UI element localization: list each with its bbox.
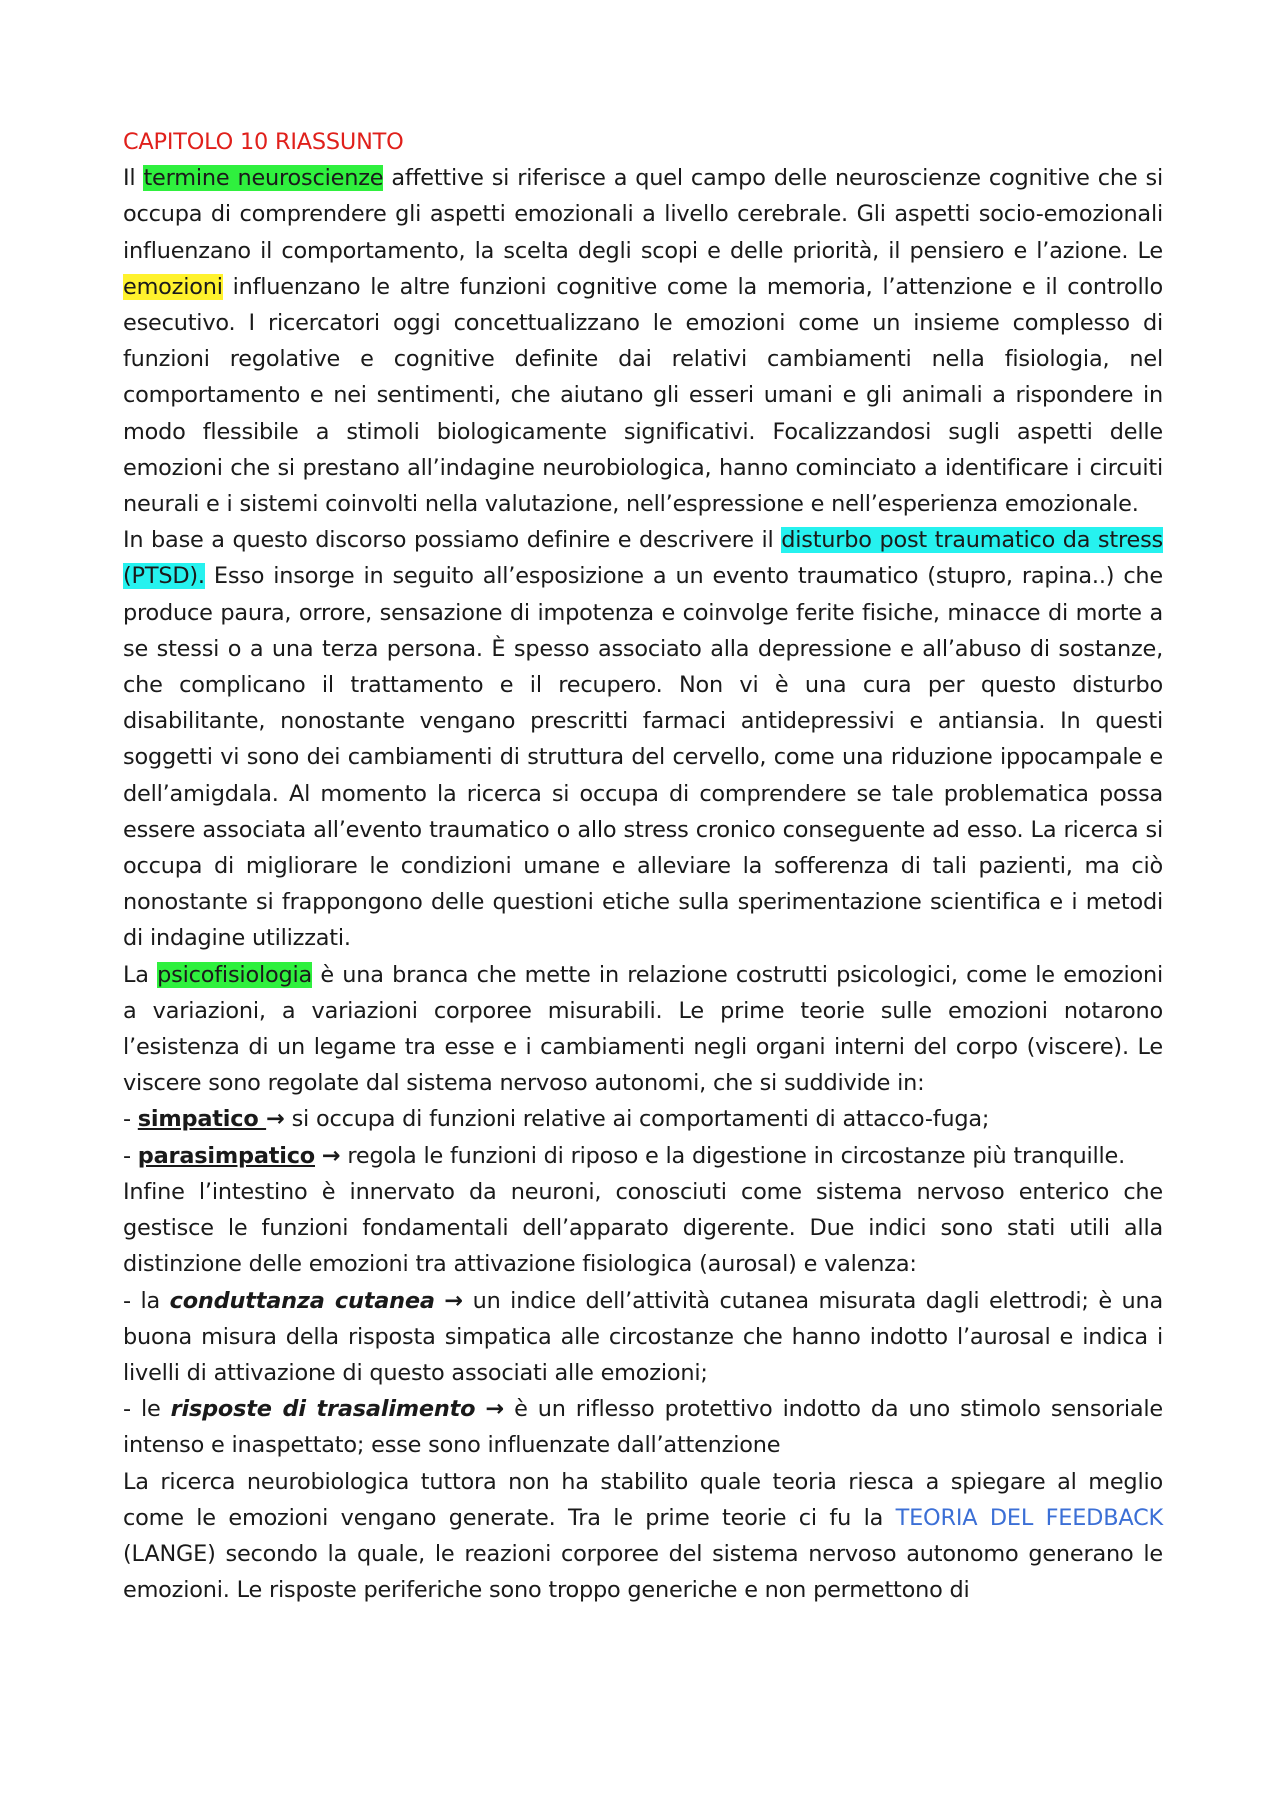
- list1-dash-2: -: [123, 1142, 138, 1169]
- list-item-parasimpatico: [123, 1138, 1163, 1174]
- p1-text-2: influenzano le altre funzioni cognitive come la memoria, l’attenzione e il controllo esecutivo. I ricercatori oggi concettualizzano le emozioni come un insieme complesso di funzioni regolative e cognitive definite dai relativi cambiamenti nella fisiologia, nel comportamento e nei sentimenti, che aiutano gli esseri umani e gli animali a rispondere in modo flessibile a stimoli biologicamente significativi. Focalizzandosi sugli aspetti delle emozioni che si prestano all’indagine neurobiologica, hanno cominciato a identificare i circuiti neurali e i sistemi coinvolti nella valutazione, nell’espressione e nell’esperienza emozionale.: [123, 273, 1163, 518]
- arrow-right-icon: →: [321, 1142, 341, 1169]
- list2-dash-1: - la: [123, 1287, 170, 1314]
- highlight-psicofisiologia: psicofisiologia: [157, 961, 313, 988]
- p5-text-1: (LANGE) secondo la quale, le reazioni corporee del sistema nervoso autonomo generano le emozioni. Le risposte periferiche sono troppo generiche e non permettono di: [123, 1540, 1163, 1604]
- arrow-right-icon: →: [444, 1287, 463, 1314]
- highlight-emozioni: emozioni: [123, 273, 223, 300]
- paragraph-neuroscienze: [123, 160, 1163, 522]
- term-simpatico: simpatico: [137, 1106, 267, 1133]
- paragraph-teorie: [123, 1464, 1163, 1609]
- p3-text-1: è una branca che mette in relazione costrutti psicologici, come le emozioni a variazioni, a variazioni corporee misurabili. Le prime teorie sulle emozioni notarono l’esistenza di un legame tra esse e i cambiamenti negli organi interni del corpo (viscere). Le viscere sono regolate dal sistema nervoso autonomi, che si suddivide in:: [123, 961, 1163, 1097]
- p5-text-0: La ricerca neurobiologica tuttora non ha stabilito quale teoria riesca a spiegare al meglio come le emozioni vengano generate. Tra le prime teorie ci fu la: [123, 1468, 1163, 1531]
- paragraph-psicofisiologia: [123, 957, 1163, 1102]
- chapter-title: CAPITOLO 10 RIASSUNTO: [123, 129, 404, 155]
- teoria-del-feedback: TEORIA DEL FEEDBACK: [895, 1504, 1163, 1531]
- arrow-right-icon: →: [485, 1396, 504, 1423]
- list1-dash-1: -: [123, 1106, 138, 1133]
- document-body: [123, 124, 1163, 1608]
- list-item-simpatico: [123, 1101, 1163, 1137]
- p2-text-1: Esso insorge in seguito all’esposizione a un evento traumatico (stupro, rapina..) che produce paura, orrore, sensazione di impotenza e coinvolge ferite fisiche, minacce di morte a se stessi o a una terza persona. È spesso associato alla depressione e all’abuso di sostanze, che complicano il trattamento e il recupero. Non vi è una cura per questo disturbo disabilitante, nonostante vengano prescritti farmaci antidepressivi e antiansia. In questi soggetti vi sono dei cambiamenti di struttura del cervello, come una riduzione ippocampale e dell’amigdala. Al momento la ricerca si occupa di comprendere se tale problematica possa essere associata all’evento traumatico o allo stress cronico conseguente ad esso. La ricerca si occupa di migliorare le condizioni umane e alleviare la sofferenza di tali pazienti, ma ciò nonostante si frappongono delle questioni etiche sulla sperimentazione scientifica e i metodi di indagine utilizzati.: [123, 563, 1163, 952]
- list2-text-2: è un riflesso protettivo indotto da uno stimolo sensoriale intenso e inaspettato; esse sono influenzate dall’attenzione: [123, 1396, 1163, 1459]
- p2-text-0: In base a questo discorso possiamo definire e descrivere il: [123, 527, 782, 554]
- list2-dash-2: - le: [123, 1396, 171, 1423]
- paragraph-ptsd: [123, 522, 1163, 956]
- p3-text-0: La: [123, 961, 158, 988]
- p1-text-1: affettive si riferisce a quel campo delle neuroscienze cognitive che si occupa di comprendere gli aspetti emozionali a livello cerebrale. Gli aspetti socio-emozionali influenzano il comportamento, la scelta degli scopi e delle priorità, il pensiero e l’azione. Le: [123, 165, 1163, 264]
- p1-text-0: Il: [123, 165, 144, 192]
- highlight-termine-neuroscienze: termine neuroscienze: [143, 165, 384, 192]
- term-conduttanza-cutanea: conduttanza cutanea: [169, 1287, 435, 1314]
- term-parasimpatico: parasimpatico: [137, 1142, 315, 1169]
- highlight-ptsd: disturbo post traumatico da stress (PTSD).: [123, 527, 1163, 590]
- list2-text-1: un indice dell’attività cutanea misurata dagli elettrodi; è una buona misura della risposta simpatica alle circostanze che hanno indotto l’aurosal e indica i livelli di attivazione di questo associati alle emozioni;: [123, 1287, 1164, 1386]
- term-risposte-trasalimento: risposte di trasalimento: [170, 1396, 476, 1423]
- paragraph-intestino: Infine l’intestino è innervato da neuroni, conosciuti come sistema nervoso enterico che gestisce le funzioni fondamentali dell’apparato digerente. Due indici sono stati utili alla distinzione delle emozioni tra attivazione fisiologica (aurosal) e valenza:: [123, 1178, 1163, 1278]
- list-item-trasalimento: [123, 1391, 1163, 1463]
- arrow-right-icon: →: [266, 1106, 285, 1133]
- list-item-conduttanza: [123, 1283, 1163, 1392]
- list1-text-2: regola le funzioni di riposo e la digestione in circostanze più tranquille.: [340, 1142, 1126, 1169]
- list1-text-1: si occupa di funzioni relative ai comportamenti di attacco-fuga;: [284, 1106, 990, 1133]
